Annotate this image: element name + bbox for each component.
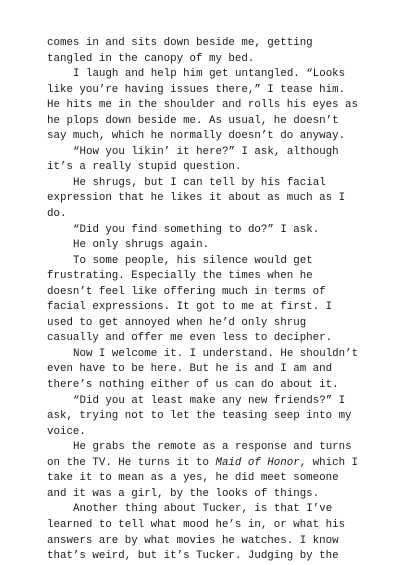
- text-line: that’s weird, but it’s Tucker. Judging by the: [47, 550, 339, 563]
- text-line: he plops down beside me. As usual, he doesn’t: [47, 114, 339, 127]
- text-line: [47, 440, 373, 456]
- text-line: comes in and sits down beside me, getting: [47, 37, 313, 49]
- text-line: ask, trying not to let the teasing seep into my: [47, 410, 352, 423]
- text-line-content: “How you likin’ it here?” I ask, although: [73, 145, 339, 158]
- text-line: [47, 254, 373, 270]
- text-line-content: He only shrugs again.: [73, 239, 210, 252]
- text-line: [47, 223, 373, 239]
- text-line: even have to be here. But he is and I am and: [47, 363, 333, 376]
- text-line-content: on the TV. He turns it to: [47, 456, 216, 469]
- text-line: casually and offer me even less to decipher.: [47, 332, 333, 345]
- text-line: He hits me in the shoulder and rolls his eyes as: [47, 99, 359, 112]
- text-line: [47, 347, 373, 363]
- text-line: doesn’t feel like offering much in terms of: [47, 285, 326, 298]
- text-line-content: I laugh and help him get untangled. “Looks: [73, 68, 346, 81]
- text-line: [47, 176, 373, 192]
- text-line: [47, 145, 373, 161]
- text-line-content: “Did you find something to do?” I ask.: [73, 223, 320, 236]
- text-line: take it to mean as a yes, he did meet someone: [47, 472, 339, 485]
- text-line: voice.: [47, 425, 86, 438]
- text-line: frustrating. Especially the times when he: [47, 270, 313, 283]
- text-line: like you’re having issues there,” I tease him.: [47, 83, 346, 96]
- text-line: [47, 67, 373, 83]
- text-line: learned to tell what mood he’s in, or what his: [47, 518, 346, 531]
- text-line: answers are by what movies he watches. I know: [47, 534, 339, 547]
- text-line: [47, 394, 373, 410]
- text-line: [47, 456, 373, 472]
- text-line: [47, 238, 373, 254]
- text-line-content: He shrugs, but I can tell by his facial: [73, 176, 326, 189]
- text-line: expression that he likes it about as much as I: [47, 192, 346, 205]
- text-line: [47, 502, 373, 518]
- text-line-content: “Did you at least make any new friends?” I: [73, 394, 346, 407]
- text-line: and it was a girl, by the looks of things.: [47, 487, 320, 500]
- text-line: used to get annoyed when he’d only shrug: [47, 316, 307, 329]
- text-line-content: He grabs the remote as a response and turns: [73, 441, 352, 454]
- text-line: there’s nothing either of us can do about it.: [47, 379, 339, 392]
- text-line-content: Another thing about Tucker, is that I’ve: [73, 503, 333, 516]
- body-text: [47, 36, 373, 565]
- text-line: say much, which he normally doesn’t do anyway.: [47, 130, 346, 143]
- text-line-content: Now I welcome it. I understand. He shouldn’t: [73, 347, 359, 360]
- text-line-content: To some people, his silence would get: [73, 254, 313, 267]
- movie-title: Maid of Honor: [215, 456, 300, 469]
- text-line: facial expressions. It got to me at first. I: [47, 301, 333, 314]
- text-line: it’s a really stupid question.: [47, 161, 242, 174]
- text-line-content: , which I: [299, 456, 359, 469]
- text-line: do.: [47, 208, 67, 221]
- text-line: tangled in the canopy of my bed.: [47, 52, 255, 65]
